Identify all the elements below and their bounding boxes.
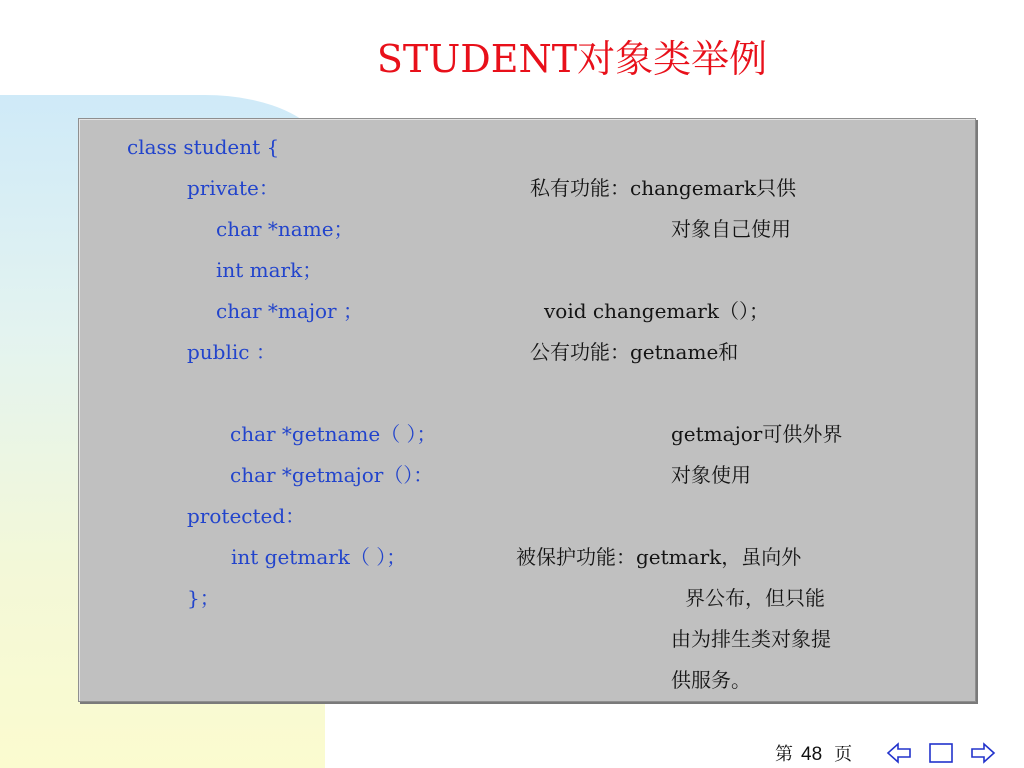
code-name-field: char *name； [216, 217, 354, 241]
note-protected-4: 供服务。 [671, 668, 751, 692]
arrow-left-outline-icon [886, 741, 912, 765]
code-mark-field: int mark； [216, 258, 323, 282]
code-private: private： [187, 176, 279, 200]
code-getmark: int getmark（ ）； [231, 545, 407, 569]
page-prefix: 第 [775, 744, 793, 765]
code-protected: protected： [187, 504, 306, 528]
code-close: }； [187, 586, 220, 610]
code-major-field: char *major ； [216, 299, 363, 323]
code-public: public ： [187, 340, 276, 364]
note-private-3: void changemark（）； [544, 299, 769, 323]
note-protected-2: 界公布，但只能 [685, 586, 825, 610]
slide-title: STUDENT对象类举例 [376, 37, 768, 81]
arrow-right-outline-icon [970, 741, 996, 765]
note-protected-1: 被保护功能：getmark，虽向外 [516, 545, 802, 569]
page-suffix: 页 [834, 744, 853, 765]
next-page-button[interactable] [970, 741, 996, 765]
note-public-1: 公有功能：getname和 [530, 340, 739, 364]
note-protected-3: 由为排生类对象提 [671, 627, 831, 651]
note-public-2: getmajor可供外界 [671, 422, 843, 446]
note-private-2: 对象自己使用 [671, 217, 791, 241]
page-number: 48 [801, 744, 823, 765]
code-getmajor: char *getmajor（）： [230, 463, 434, 487]
code-getname: char *getname（ ）； [230, 422, 437, 446]
note-public-3: 对象使用 [671, 463, 751, 487]
home-page-button[interactable] [928, 741, 954, 765]
code-class-decl: class student { [127, 135, 280, 159]
prev-page-button[interactable] [886, 741, 912, 765]
page-indicator [775, 740, 852, 766]
note-private-1: 私有功能：changemark只供 [530, 176, 797, 200]
code-panel [78, 118, 976, 702]
square-outline-icon [928, 741, 954, 765]
